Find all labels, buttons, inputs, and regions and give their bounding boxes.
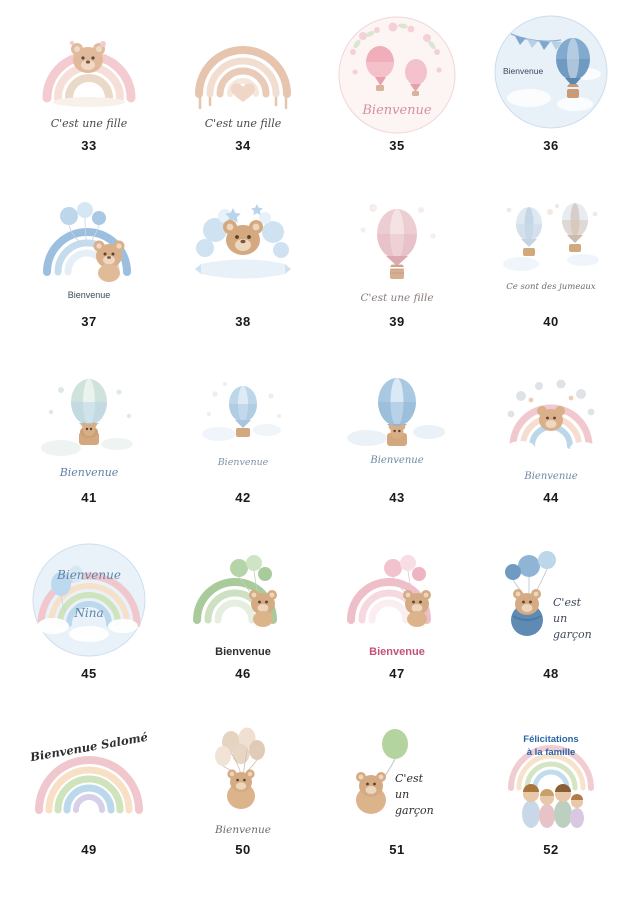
sticker-cell[interactable]	[474, 190, 628, 358]
sticker-number: 43	[389, 490, 405, 505]
sticker-caption: Bienvenue	[524, 471, 578, 482]
sticker-art-45	[25, 542, 153, 664]
sticker-caption: Bienvenue	[215, 646, 271, 658]
sticker-art-50	[179, 718, 307, 840]
sticker-caption: Félicitations	[523, 734, 579, 745]
sticker-cell[interactable]	[166, 542, 320, 710]
sticker-cell[interactable]	[166, 718, 320, 886]
sticker-art-42	[179, 366, 307, 488]
sticker-caption: C'est une fille	[50, 117, 128, 130]
sticker-number: 44	[543, 490, 559, 505]
sticker-number: 46	[235, 666, 251, 681]
sticker-caption: Bienvenue	[59, 466, 119, 479]
sticker-number: 41	[81, 490, 97, 505]
sticker-cell[interactable]	[12, 542, 166, 710]
sticker-cell[interactable]	[474, 542, 628, 710]
sticker-art-40	[487, 190, 615, 312]
sticker-number: 40	[543, 314, 559, 329]
sticker-art-51	[333, 718, 461, 840]
sticker-number: 36	[543, 138, 559, 153]
sticker-art-48	[487, 542, 615, 664]
sticker-number: 37	[81, 314, 97, 329]
sticker-cell[interactable]	[12, 14, 166, 182]
sticker-caption-line3: garçon	[395, 804, 434, 817]
sticker-number: 49	[81, 842, 97, 857]
sticker-art-46	[179, 542, 307, 664]
sticker-caption: Bienvenue	[57, 568, 121, 582]
sticker-number: 35	[389, 138, 405, 153]
sticker-cell[interactable]	[12, 366, 166, 534]
sticker-caption: C'est une fille	[204, 117, 282, 130]
sticker-grid	[12, 14, 628, 886]
sticker-number: 51	[389, 842, 405, 857]
sticker-art-37	[25, 190, 153, 312]
sticker-cell[interactable]	[12, 718, 166, 886]
sticker-caption: Bienvenue	[67, 290, 111, 300]
sticker-number: 45	[81, 666, 97, 681]
sticker-cell[interactable]	[166, 190, 320, 358]
sticker-number: 48	[543, 666, 559, 681]
sticker-number: 42	[235, 490, 251, 505]
sticker-number: 47	[389, 666, 405, 681]
sticker-caption: Bienvenue Salomé	[29, 729, 149, 765]
sticker-cell[interactable]	[320, 190, 474, 358]
sticker-caption: Bienvenue	[370, 455, 424, 466]
sticker-art-34	[179, 14, 307, 136]
sticker-art-43	[333, 366, 461, 488]
sticker-cell[interactable]	[166, 366, 320, 534]
sticker-cell[interactable]	[320, 718, 474, 886]
sticker-caption: Bienvenue	[215, 824, 271, 836]
sticker-caption: Bienvenue	[369, 646, 425, 658]
sticker-caption-line2: un	[395, 788, 410, 801]
sticker-number: 34	[235, 138, 251, 153]
sticker-caption: Bienvenue	[217, 457, 269, 468]
sticker-art-39	[333, 190, 461, 312]
sticker-caption: Bienvenue	[362, 103, 432, 118]
sticker-cell[interactable]	[166, 14, 320, 182]
sticker-caption-secondary: à la famille	[526, 747, 576, 758]
sticker-caption-line2: un	[553, 612, 568, 625]
sticker-art-38	[179, 190, 307, 312]
sticker-cell[interactable]	[474, 366, 628, 534]
sticker-number: 38	[235, 314, 251, 329]
sticker-art-44	[487, 366, 615, 488]
sticker-caption-line1: C'est	[553, 596, 582, 609]
sticker-art-36	[487, 14, 615, 136]
sticker-number: 52	[543, 842, 559, 857]
sticker-art-35	[333, 14, 461, 136]
sticker-art-47	[333, 542, 461, 664]
sticker-cell[interactable]	[474, 14, 628, 182]
sticker-caption: C'est une fille	[360, 292, 434, 304]
sticker-art-33	[25, 14, 153, 136]
sticker-art-49	[25, 718, 153, 840]
sticker-cell[interactable]	[12, 190, 166, 358]
sticker-art-41	[25, 366, 153, 488]
sticker-number: 33	[81, 138, 97, 153]
sticker-cell[interactable]	[320, 366, 474, 534]
sticker-cell[interactable]	[320, 14, 474, 182]
sticker-art-52	[487, 718, 615, 840]
sticker-caption: Ce sont des jumeaux	[506, 282, 596, 292]
sticker-caption: Bienvenue	[503, 66, 544, 76]
sticker-number: 50	[235, 842, 251, 857]
sticker-caption-secondary: Nina	[74, 606, 104, 620]
sticker-number: 39	[389, 314, 405, 329]
sticker-cell[interactable]	[474, 718, 628, 886]
sticker-cell[interactable]	[320, 542, 474, 710]
sticker-caption-line3: garçon	[553, 628, 592, 641]
sticker-caption-line1: C'est	[395, 772, 424, 785]
